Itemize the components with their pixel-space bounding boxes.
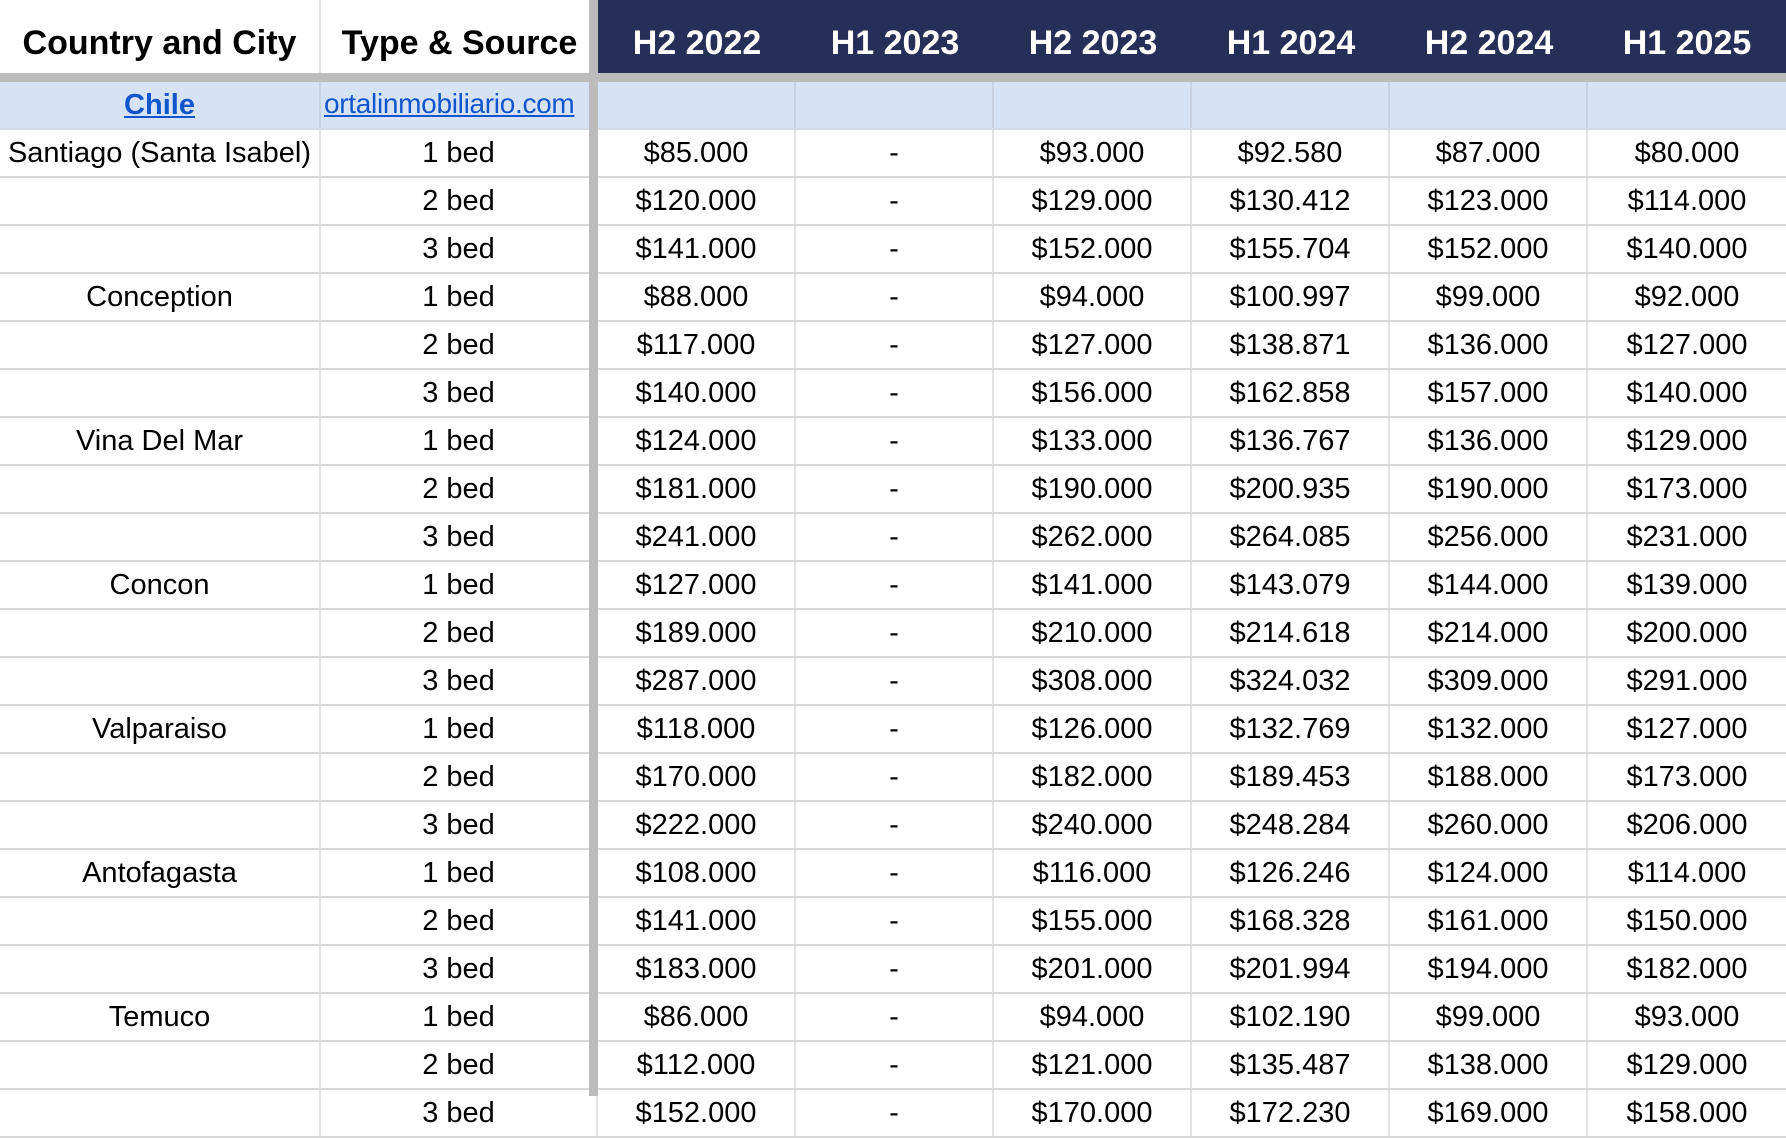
cell-value[interactable]: $99.000 <box>1390 994 1588 1040</box>
chile-link[interactable]: Chile <box>124 88 195 121</box>
cell-value[interactable]: $190.000 <box>1390 466 1588 512</box>
cell-type[interactable]: 1 bed <box>321 850 598 896</box>
cell-value[interactable]: $114.000 <box>1627 856 1747 889</box>
table-row <box>0 418 1786 466</box>
cell-city[interactable]: Antofagasta <box>0 850 321 896</box>
cell-value[interactable]: - <box>796 322 994 368</box>
country-row <box>0 82 1786 130</box>
cell-city[interactable]: Temuco <box>0 994 321 1040</box>
cell-value[interactable]: $124.000 <box>1390 850 1588 896</box>
cell-value[interactable]: $231.000 <box>1626 520 1748 553</box>
cell-value[interactable]: - <box>796 658 994 704</box>
cell-value[interactable]: $121.000 <box>994 1042 1192 1088</box>
cell-value[interactable]: $194.000 <box>1390 946 1588 992</box>
cell-value[interactable]: $222.000 <box>598 802 796 848</box>
cell-type[interactable]: 3 bed <box>321 370 598 416</box>
table-row <box>0 466 1786 514</box>
cell-value[interactable]: $291.000 <box>1626 664 1748 697</box>
cell-value[interactable]: - <box>796 466 994 512</box>
table-row <box>0 754 1786 802</box>
cell-type[interactable]: 2 bed <box>321 1042 598 1088</box>
cell-city[interactable] <box>0 322 321 368</box>
cell-city[interactable] <box>0 226 321 272</box>
cell-value[interactable]: $94.000 <box>994 274 1192 320</box>
cell-value[interactable]: $309.000 <box>1390 658 1588 704</box>
cell-value[interactable]: - <box>796 994 994 1040</box>
table-row <box>0 850 1786 898</box>
cell-city[interactable] <box>0 1090 321 1136</box>
cell-type[interactable]: 2 bed <box>321 754 598 800</box>
cell-value[interactable]: $135.487 <box>1192 1042 1390 1088</box>
cell-value[interactable]: $141.000 <box>598 898 796 944</box>
cell-value[interactable]: $127.000 <box>1626 712 1748 745</box>
cell-value[interactable]: - <box>796 130 994 176</box>
cell-value[interactable]: $141.000 <box>598 226 796 272</box>
header-h2-2022[interactable]: H2 2022 <box>598 0 796 73</box>
frozen-col-divider[interactable] <box>589 0 598 1096</box>
cell-type[interactable]: 2 bed <box>321 466 598 512</box>
cell-value[interactable]: $93.000 <box>1634 1000 1740 1033</box>
cell-value[interactable]: $127.000 <box>1626 328 1748 361</box>
cell-city[interactable]: Santiago (Santa Isabel) <box>0 130 321 176</box>
cell-value[interactable]: $155.704 <box>1192 226 1390 272</box>
cell-empty[interactable] <box>598 82 796 128</box>
table-row <box>0 274 1786 322</box>
cell-type[interactable]: 2 bed <box>321 610 598 656</box>
cell-value[interactable]: $112.000 <box>598 1042 796 1088</box>
cell-value[interactable]: $139.000 <box>1626 568 1748 601</box>
cell-value[interactable]: $169.000 <box>1390 1090 1588 1136</box>
cell-value[interactable]: $152.000 <box>994 226 1192 272</box>
cell-value[interactable]: $141.000 <box>994 562 1192 608</box>
cell-city[interactable] <box>0 514 321 560</box>
cell-city[interactable] <box>0 1042 321 1088</box>
cell-type[interactable]: 1 bed <box>321 562 598 608</box>
cell-value[interactable]: $260.000 <box>1390 802 1588 848</box>
cell-value[interactable]: $264.085 <box>1192 514 1390 560</box>
cell-type[interactable]: 1 bed <box>321 706 598 752</box>
cell-value[interactable]: $308.000 <box>994 658 1192 704</box>
table-row <box>0 370 1786 418</box>
cell-city[interactable] <box>0 178 321 224</box>
cell-value[interactable]: $126.246 <box>1192 850 1390 896</box>
table-row <box>0 898 1786 946</box>
table-row <box>0 1090 1786 1138</box>
cell-empty[interactable] <box>796 82 994 128</box>
cell-value[interactable]: - <box>796 754 994 800</box>
cell-type[interactable]: 3 bed <box>321 946 598 992</box>
cell-value[interactable]: $152.000 <box>598 1090 796 1136</box>
cell-value[interactable]: $189.000 <box>598 610 796 656</box>
cell-empty[interactable] <box>1588 82 1786 128</box>
cell-value[interactable]: $173.000 <box>1626 760 1748 793</box>
cell-value[interactable]: $206.000 <box>1626 808 1748 841</box>
cell-value[interactable]: - <box>796 946 994 992</box>
cell-value[interactable]: $114.000 <box>1627 184 1747 217</box>
cell-source[interactable] <box>321 82 598 128</box>
cell-value[interactable]: $188.000 <box>1390 754 1588 800</box>
cell-value[interactable]: $132.769 <box>1192 706 1390 752</box>
cell-value[interactable]: $126.000 <box>994 706 1192 752</box>
cell-value[interactable]: $132.000 <box>1390 706 1588 752</box>
cell-value[interactable]: - <box>796 226 994 272</box>
cell-empty[interactable] <box>1390 82 1588 128</box>
cell-value[interactable]: $152.000 <box>1390 226 1588 272</box>
cell-value[interactable]: $138.871 <box>1192 322 1390 368</box>
cell-value[interactable]: - <box>796 370 994 416</box>
cell-value[interactable]: $116.000 <box>994 850 1192 896</box>
cell-type[interactable]: 2 bed <box>321 178 598 224</box>
header-h1-2023[interactable]: H1 2023 <box>796 0 994 73</box>
cell-value[interactable]: $168.328 <box>1192 898 1390 944</box>
cell-city[interactable] <box>0 610 321 656</box>
cell-value[interactable]: $183.000 <box>598 946 796 992</box>
cell-city[interactable] <box>0 370 321 416</box>
cell-value[interactable]: - <box>796 610 994 656</box>
cell-type[interactable]: 3 bed <box>321 1090 598 1136</box>
table-row <box>0 130 1786 178</box>
cell-value[interactable]: $150.000 <box>1626 904 1748 937</box>
cell-value[interactable]: $287.000 <box>598 658 796 704</box>
cell-value[interactable]: $172.230 <box>1192 1090 1390 1136</box>
cell-value[interactable]: $130.412 <box>1192 178 1390 224</box>
cell-value[interactable]: $210.000 <box>994 610 1192 656</box>
cell-value[interactable]: $200.000 <box>1626 616 1748 649</box>
cell-value[interactable]: $117.000 <box>598 322 796 368</box>
cell-city[interactable]: Concon <box>0 562 321 608</box>
cell-city[interactable] <box>0 754 321 800</box>
table-row <box>0 994 1786 1042</box>
cell-value[interactable]: - <box>796 178 994 224</box>
data-rows <box>0 130 1786 1138</box>
cell-value[interactable]: $92.580 <box>1192 130 1390 176</box>
cell-value[interactable]: $190.000 <box>994 466 1192 512</box>
table-row <box>0 322 1786 370</box>
header-h2-2024[interactable]: H2 2024 <box>1390 0 1588 73</box>
cell-type[interactable]: 1 bed <box>321 994 598 1040</box>
cell-value[interactable]: $240.000 <box>994 802 1192 848</box>
frozen-row-divider[interactable] <box>0 73 1786 82</box>
cell-value[interactable]: $140.000 <box>1626 232 1748 265</box>
cell-value[interactable]: $123.000 <box>1390 178 1588 224</box>
source-link[interactable]: ortalinmobiliario.com <box>324 88 575 119</box>
cell-type[interactable]: 3 bed <box>321 226 598 272</box>
cell-value[interactable]: $248.284 <box>1192 802 1390 848</box>
cell-value[interactable]: $120.000 <box>598 178 796 224</box>
cell-value[interactable]: $256.000 <box>1390 514 1588 560</box>
cell-value[interactable]: $241.000 <box>598 514 796 560</box>
cell-type[interactable]: 3 bed <box>321 802 598 848</box>
cell-value[interactable]: - <box>796 562 994 608</box>
cell-value[interactable]: $140.000 <box>598 370 796 416</box>
cell-value[interactable]: $136.767 <box>1192 418 1390 464</box>
table-row <box>0 178 1786 226</box>
cell-city[interactable]: Valparaiso <box>0 706 321 752</box>
cell-type[interactable]: 3 bed <box>321 514 598 560</box>
cell-value[interactable]: $162.858 <box>1192 370 1390 416</box>
cell-value[interactable]: - <box>796 274 994 320</box>
cell-value[interactable]: $92.000 <box>1634 280 1740 313</box>
cell-value[interactable]: $157.000 <box>1390 370 1588 416</box>
cell-value[interactable]: $140.000 <box>1626 376 1748 409</box>
cell-value[interactable]: - <box>796 898 994 944</box>
cell-value[interactable]: $129.000 <box>1626 1048 1748 1081</box>
cell-value[interactable]: $173.000 <box>1626 472 1748 505</box>
cell-value[interactable]: $136.000 <box>1390 322 1588 368</box>
header-h1-2024[interactable]: H1 2024 <box>1192 0 1390 73</box>
cell-value[interactable]: $170.000 <box>598 754 796 800</box>
table-row <box>0 610 1786 658</box>
cell-value[interactable]: $129.000 <box>994 178 1192 224</box>
cell-value[interactable]: $124.000 <box>598 418 796 464</box>
header-h1-2025[interactable]: H1 2025 <box>1588 0 1786 73</box>
table-row <box>0 706 1786 754</box>
table-row <box>0 1042 1786 1090</box>
cell-type[interactable]: 3 bed <box>321 658 598 704</box>
cell-city[interactable] <box>0 946 321 992</box>
cell-value[interactable]: $127.000 <box>598 562 796 608</box>
cell-value[interactable]: $201.000 <box>994 946 1192 992</box>
cell-type[interactable]: 1 bed <box>321 130 598 176</box>
header-type-source[interactable]: Type & Source <box>321 0 598 73</box>
header-country-city[interactable]: Country and City <box>0 0 321 73</box>
cell-value[interactable]: $181.000 <box>598 466 796 512</box>
cell-city[interactable] <box>0 898 321 944</box>
cell-value[interactable]: $143.079 <box>1192 562 1390 608</box>
cell-empty[interactable] <box>1192 82 1390 128</box>
cell-value[interactable]: $138.000 <box>1390 1042 1588 1088</box>
cell-value[interactable]: $86.000 <box>598 994 796 1040</box>
cell-value[interactable]: $94.000 <box>994 994 1192 1040</box>
cell-value[interactable]: $136.000 <box>1390 418 1588 464</box>
cell-value[interactable]: $182.000 <box>1626 952 1748 985</box>
cell-value[interactable]: $200.935 <box>1192 466 1390 512</box>
table-row <box>0 802 1786 850</box>
cell-value[interactable]: $118.000 <box>598 706 796 752</box>
cell-city[interactable]: Vina Del Mar <box>0 418 321 464</box>
cell-city[interactable] <box>0 802 321 848</box>
cell-value[interactable]: $85.000 <box>598 130 796 176</box>
cell-type[interactable]: 1 bed <box>321 418 598 464</box>
cell-value[interactable]: $99.000 <box>1390 274 1588 320</box>
cell-value[interactable]: - <box>796 1090 994 1136</box>
cell-value[interactable]: $133.000 <box>994 418 1192 464</box>
cell-value[interactable]: - <box>796 706 994 752</box>
cell-value[interactable]: $127.000 <box>994 322 1192 368</box>
cell-value[interactable]: $182.000 <box>994 754 1192 800</box>
cell-value[interactable]: $201.994 <box>1192 946 1390 992</box>
cell-city[interactable] <box>0 658 321 704</box>
cell-type[interactable]: 2 bed <box>321 898 598 944</box>
cell-type[interactable]: 2 bed <box>321 322 598 368</box>
table-row <box>0 658 1786 706</box>
table-row <box>0 226 1786 274</box>
cell-value[interactable]: $161.000 <box>1390 898 1588 944</box>
cell-value[interactable]: - <box>796 1042 994 1088</box>
cell-value[interactable]: $189.453 <box>1192 754 1390 800</box>
cell-city[interactable] <box>0 466 321 512</box>
cell-value[interactable]: $129.000 <box>1626 424 1748 457</box>
cell-empty[interactable] <box>994 82 1192 128</box>
cell-value[interactable]: $214.618 <box>1192 610 1390 656</box>
cell-value[interactable]: $100.997 <box>1192 274 1390 320</box>
cell-value[interactable]: $155.000 <box>994 898 1192 944</box>
table-row <box>0 562 1786 610</box>
cell-country[interactable] <box>0 82 321 128</box>
table-row <box>0 514 1786 562</box>
cell-value[interactable]: $88.000 <box>598 274 796 320</box>
cell-value[interactable]: $158.000 <box>1626 1096 1748 1129</box>
cell-value[interactable]: - <box>796 802 994 848</box>
header-row <box>0 0 1786 73</box>
cell-value[interactable]: - <box>796 418 994 464</box>
cell-value[interactable]: $156.000 <box>994 370 1192 416</box>
cell-value[interactable]: $108.000 <box>598 850 796 896</box>
cell-type[interactable]: 1 bed <box>321 274 598 320</box>
cell-value[interactable]: $87.000 <box>1390 130 1588 176</box>
cell-value[interactable]: $144.000 <box>1390 562 1588 608</box>
cell-city[interactable]: Conception <box>0 274 321 320</box>
cell-value[interactable]: $214.000 <box>1390 610 1588 656</box>
header-h2-2023[interactable]: H2 2023 <box>994 0 1192 73</box>
cell-value[interactable]: $102.190 <box>1192 994 1390 1040</box>
cell-value[interactable]: $93.000 <box>994 130 1192 176</box>
cell-value[interactable]: - <box>796 514 994 560</box>
cell-value[interactable]: $262.000 <box>994 514 1192 560</box>
cell-value[interactable]: $170.000 <box>994 1090 1192 1136</box>
cell-value[interactable]: $80.000 <box>1634 136 1740 169</box>
cell-value[interactable]: - <box>796 850 994 896</box>
cell-value[interactable]: $324.032 <box>1192 658 1390 704</box>
table-row <box>0 946 1786 994</box>
